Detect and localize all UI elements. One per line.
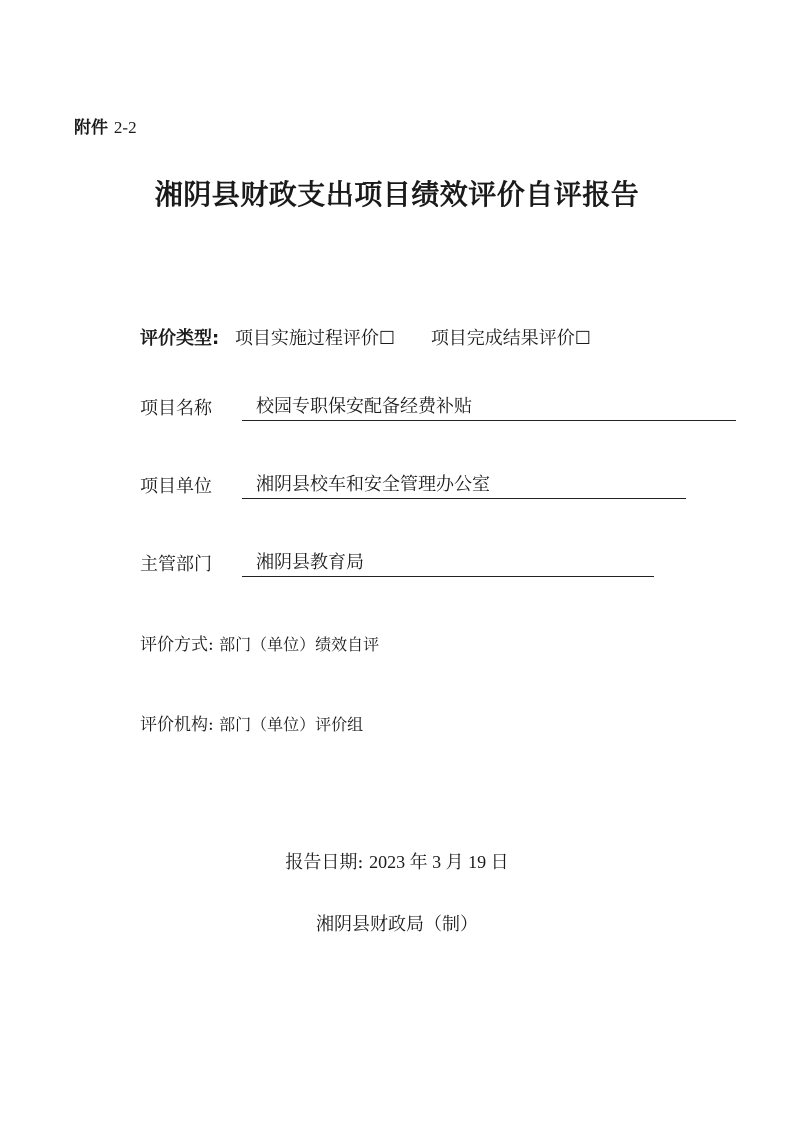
- evaluation-type-row: [140, 324, 591, 350]
- attachment-text: 附件: [74, 118, 108, 138]
- report-date: [0, 848, 794, 874]
- competent-dept-value: 湘阴县教育局: [256, 552, 364, 573]
- evaluation-org-row: [140, 710, 363, 735]
- issuer: 湘阴县财政局（制）: [316, 914, 478, 935]
- report-date-value: 2023 年 3 月 19 日: [369, 852, 509, 872]
- project-unit-row: [140, 472, 212, 498]
- competent-dept-field: [242, 550, 654, 577]
- project-name-value: 校园专职保安配备经费补贴: [256, 396, 472, 417]
- evaluation-method-row: [140, 630, 379, 655]
- project-name-row: [140, 394, 212, 420]
- report-date-label: 报告日期:: [285, 852, 364, 873]
- attachment-label: [74, 113, 137, 138]
- evaluation-type-option-process: 项目实施过程评价☐: [234, 328, 396, 349]
- project-unit-label: 项目单位: [140, 476, 212, 497]
- evaluation-type-option-result: 项目完成结果评价☐: [430, 328, 591, 349]
- competent-dept-label: 主管部门: [140, 554, 212, 575]
- evaluation-type-label: 评价类型:: [140, 328, 220, 349]
- project-unit-value: 湘阴县校车和安全管理办公室: [256, 474, 490, 495]
- document-title: 湘阴县财政支出项目绩效评价自评报告: [154, 178, 640, 211]
- project-unit-field: [242, 472, 686, 499]
- evaluation-org-label: 评价机构:: [140, 715, 214, 735]
- evaluation-org-value: 部门（单位）评价组: [219, 715, 364, 734]
- evaluation-method-label: 评价方式:: [140, 635, 214, 655]
- project-name-label: 项目名称: [140, 398, 212, 419]
- evaluation-method-value: 部门（单位）绩效自评: [219, 635, 380, 654]
- competent-dept-row: [140, 550, 212, 576]
- project-name-field: [242, 394, 736, 421]
- attachment-number: 2-2: [113, 118, 137, 137]
